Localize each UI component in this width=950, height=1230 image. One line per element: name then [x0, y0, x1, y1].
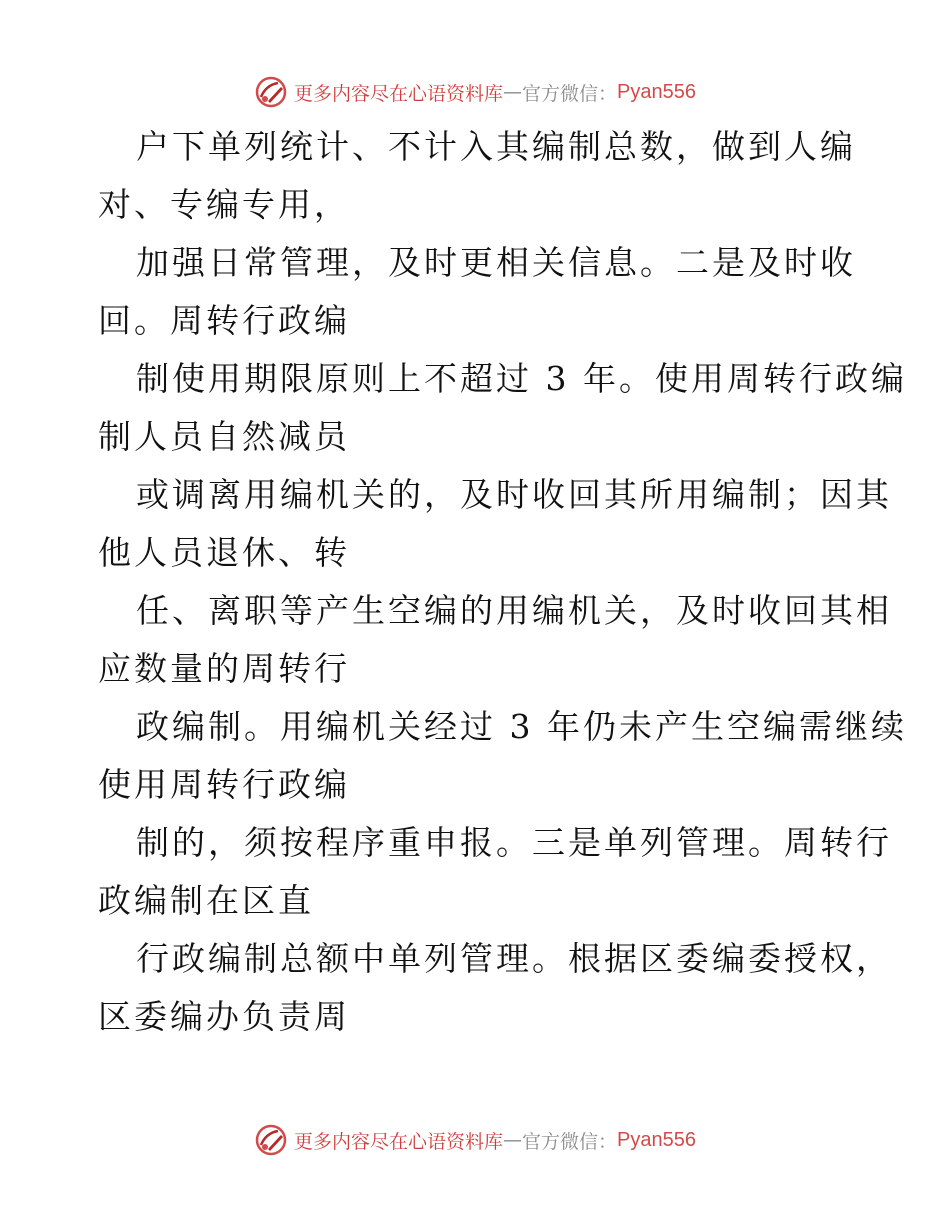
banner-wechat-id: Pyan556 — [617, 1128, 696, 1151]
paragraph-first-line: 或调离用编机关的，及时收回其所用编制；因其 — [136, 475, 892, 514]
paragraph-first-line: 户下单列统计、不计入其编制总数，做到人编 — [136, 127, 856, 166]
paragraph-first-line: 行政编制总额中单列管理。根据区委编委授权， — [136, 939, 892, 978]
banner-wechat-label: 官方微信： — [522, 1130, 618, 1153]
footer-banner — [0, 1120, 950, 1160]
header-banner — [0, 72, 950, 112]
paragraph-first-line: 制使用期限原则上不超过 3 年。使用周转行政编 — [136, 359, 907, 398]
paragraph-second-line: 使用周转行政编 — [98, 765, 350, 804]
pen-logo-icon — [254, 75, 288, 109]
paragraph — [98, 118, 858, 234]
document-body — [98, 118, 907, 1046]
banner-wechat-id: Pyan556 — [617, 80, 696, 103]
paragraph-second-line: 区委编办负责周 — [98, 997, 350, 1036]
paragraph — [98, 582, 892, 698]
paragraph-second-line: 对、专编专用， — [98, 185, 350, 224]
paragraph — [98, 234, 858, 350]
paragraph-second-line: 制人员自然减员 — [98, 417, 350, 456]
banner-slogan: 更多内容尽在心语资料库 — [294, 1130, 504, 1153]
paragraph — [98, 350, 907, 466]
paragraph-first-line: 政编制。用编机关经过 3 年仍未产生空编需继续 — [136, 707, 907, 746]
paragraph — [98, 466, 892, 582]
banner-separator: — — [503, 81, 523, 103]
banner-separator: — — [503, 1129, 523, 1151]
banner-slogan: 更多内容尽在心语资料库 — [294, 82, 504, 105]
paragraph-second-line: 回。周转行政编 — [98, 301, 350, 340]
paragraph-second-line: 政编制在区直 — [98, 881, 314, 920]
paragraph-first-line: 任、离职等产生空编的用编机关，及时收回其相 — [136, 591, 892, 630]
paragraph — [98, 814, 892, 930]
paragraph-first-line: 制的，须按程序重申报。三是单列管理。周转行 — [136, 823, 892, 862]
banner-wechat-label: 官方微信： — [522, 82, 618, 105]
paragraph-second-line: 应数量的周转行 — [98, 649, 350, 688]
paragraph-first-line: 加强日常管理，及时更相关信息。二是及时收 — [136, 243, 856, 282]
paragraph — [98, 698, 907, 814]
paragraph — [98, 930, 892, 1046]
paragraph-second-line: 他人员退休、转 — [98, 533, 350, 572]
pen-logo-icon — [254, 1123, 288, 1157]
